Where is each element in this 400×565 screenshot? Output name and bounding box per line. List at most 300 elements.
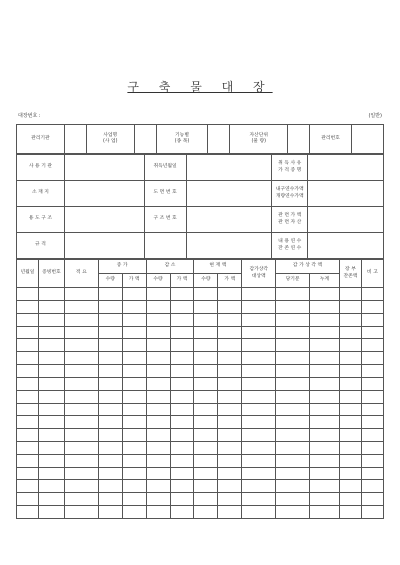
sub-price: 가 액 bbox=[122, 274, 146, 288]
ledger-cell[interactable] bbox=[170, 467, 194, 480]
ledger-cell[interactable] bbox=[17, 313, 39, 326]
ledger-cell[interactable] bbox=[242, 416, 276, 429]
ledger-cell[interactable] bbox=[170, 416, 194, 429]
ledger-cell[interactable] bbox=[361, 429, 383, 442]
facility-label: 기능별 (종 목) bbox=[156, 125, 208, 154]
ledger-cell[interactable] bbox=[242, 288, 276, 301]
ledger-cell[interactable] bbox=[122, 454, 146, 467]
ledger-cell[interactable] bbox=[122, 326, 146, 339]
ledger-cell[interactable] bbox=[218, 467, 242, 480]
ledger-cell[interactable] bbox=[122, 352, 146, 365]
ledger-cell[interactable] bbox=[361, 300, 383, 313]
info-left-value[interactable] bbox=[64, 233, 144, 259]
ledger-cell[interactable] bbox=[361, 506, 383, 519]
info-mid-value[interactable] bbox=[186, 155, 272, 181]
ledger-cell[interactable] bbox=[361, 365, 383, 378]
ledger-cell[interactable] bbox=[310, 300, 340, 313]
ledger-cell[interactable] bbox=[170, 326, 194, 339]
ledger-cell[interactable] bbox=[361, 493, 383, 506]
ledger-cell[interactable] bbox=[361, 288, 383, 301]
ledger-cell[interactable] bbox=[310, 442, 340, 455]
catalog-no-value[interactable] bbox=[352, 125, 384, 154]
ledger-cell[interactable] bbox=[64, 429, 98, 442]
ledger-cell[interactable] bbox=[170, 288, 194, 301]
ledger-cell[interactable] bbox=[122, 377, 146, 390]
ledger-cell[interactable] bbox=[38, 467, 64, 480]
ledger-cell[interactable] bbox=[98, 454, 122, 467]
ledger-cell[interactable] bbox=[194, 429, 218, 442]
ledger-cell[interactable] bbox=[98, 467, 122, 480]
ledger-cell[interactable] bbox=[38, 390, 64, 403]
ledger-cell[interactable] bbox=[17, 454, 39, 467]
info-left-label: 사 용 기 관 bbox=[17, 155, 65, 181]
col-depreciation: 감 가 상 각 액 bbox=[276, 260, 340, 274]
ledger-cell[interactable] bbox=[98, 506, 122, 519]
ledger-cell[interactable] bbox=[38, 416, 64, 429]
ledger-cell[interactable] bbox=[339, 454, 361, 467]
info-right-value[interactable] bbox=[308, 207, 384, 233]
ledger-row bbox=[17, 467, 384, 480]
ledger-cell[interactable] bbox=[194, 454, 218, 467]
ledger-cell[interactable] bbox=[194, 352, 218, 365]
ledger-cell[interactable] bbox=[276, 352, 310, 365]
ledger-cell[interactable] bbox=[310, 493, 340, 506]
ledger-cell[interactable] bbox=[242, 403, 276, 416]
ledger-cell[interactable] bbox=[122, 480, 146, 493]
ledger-cell[interactable] bbox=[17, 506, 39, 519]
ledger-cell[interactable] bbox=[98, 352, 122, 365]
ledger-cell[interactable] bbox=[170, 365, 194, 378]
ledger-cell[interactable] bbox=[64, 454, 98, 467]
ledger-cell[interactable] bbox=[194, 390, 218, 403]
ledger-cell[interactable] bbox=[361, 416, 383, 429]
info-mid-value[interactable] bbox=[186, 233, 272, 259]
ledger-cell[interactable] bbox=[276, 442, 310, 455]
ledger-cell[interactable] bbox=[194, 377, 218, 390]
ledger-row bbox=[17, 493, 384, 506]
ledger-cell[interactable] bbox=[310, 480, 340, 493]
ledger-cell[interactable] bbox=[64, 365, 98, 378]
ledger-cell[interactable] bbox=[146, 365, 170, 378]
ledger-cell[interactable] bbox=[170, 313, 194, 326]
ledger-cell[interactable] bbox=[361, 454, 383, 467]
ledger-cell[interactable] bbox=[242, 377, 276, 390]
ledger-cell[interactable] bbox=[146, 339, 170, 352]
ledger-cell[interactable] bbox=[276, 454, 310, 467]
ledger-cell[interactable] bbox=[122, 429, 146, 442]
ledger-cell[interactable] bbox=[146, 493, 170, 506]
ledger-cell[interactable] bbox=[339, 365, 361, 378]
ledger-cell[interactable] bbox=[17, 429, 39, 442]
info-left-value[interactable] bbox=[64, 181, 144, 207]
ledger-cell[interactable] bbox=[64, 416, 98, 429]
ledger-cell[interactable] bbox=[17, 377, 39, 390]
ledger-cell[interactable] bbox=[38, 326, 64, 339]
ledger-cell[interactable] bbox=[98, 416, 122, 429]
ledger-cell[interactable] bbox=[170, 493, 194, 506]
ledger-cell[interactable] bbox=[170, 454, 194, 467]
ledger-cell[interactable] bbox=[170, 300, 194, 313]
ledger-cell[interactable] bbox=[170, 506, 194, 519]
ledger-cell[interactable] bbox=[146, 377, 170, 390]
ledger-cell[interactable] bbox=[276, 326, 310, 339]
ledger-cell[interactable] bbox=[170, 442, 194, 455]
ledger-cell[interactable] bbox=[98, 390, 122, 403]
ledger-cell[interactable] bbox=[98, 288, 122, 301]
ledger-cell[interactable] bbox=[310, 403, 340, 416]
ledger-cell[interactable] bbox=[170, 377, 194, 390]
ledger-cell[interactable] bbox=[242, 442, 276, 455]
ledger-cell[interactable] bbox=[194, 288, 218, 301]
ledger-cell[interactable] bbox=[17, 339, 39, 352]
ledger-cell[interactable] bbox=[17, 288, 39, 301]
ledger-cell[interactable] bbox=[64, 480, 98, 493]
ledger-cell[interactable] bbox=[218, 390, 242, 403]
ledger-cell[interactable] bbox=[194, 403, 218, 416]
ledger-cell[interactable] bbox=[339, 390, 361, 403]
ledger-row bbox=[17, 480, 384, 493]
ledger-cell[interactable] bbox=[194, 467, 218, 480]
ledger-cell[interactable] bbox=[242, 365, 276, 378]
ledger-cell[interactable] bbox=[64, 377, 98, 390]
ledger-cell[interactable] bbox=[38, 300, 64, 313]
ledger-cell[interactable] bbox=[38, 506, 64, 519]
ledger-cell[interactable] bbox=[242, 339, 276, 352]
ledger-cell[interactable] bbox=[242, 300, 276, 313]
ledger-cell[interactable] bbox=[218, 403, 242, 416]
ledger-table bbox=[16, 259, 384, 519]
ledger-cell[interactable] bbox=[310, 313, 340, 326]
ledger-cell[interactable] bbox=[64, 326, 98, 339]
ledger-cell[interactable] bbox=[170, 339, 194, 352]
ledger-cell[interactable] bbox=[339, 416, 361, 429]
ledger-cell[interactable] bbox=[64, 390, 98, 403]
ledger-cell[interactable] bbox=[38, 352, 64, 365]
ledger-cell[interactable] bbox=[310, 326, 340, 339]
ledger-row bbox=[17, 506, 384, 519]
ledger-cell[interactable] bbox=[339, 403, 361, 416]
ledger-cell[interactable] bbox=[146, 313, 170, 326]
ledger-cell[interactable] bbox=[276, 506, 310, 519]
ledger-cell[interactable] bbox=[64, 506, 98, 519]
info-right-value[interactable] bbox=[308, 155, 384, 181]
info-right-label: 관 련 가 액 관 련 자 산 bbox=[272, 207, 308, 233]
ledger-cell[interactable] bbox=[146, 288, 170, 301]
ledger-cell[interactable] bbox=[64, 352, 98, 365]
ledger-cell[interactable] bbox=[64, 288, 98, 301]
ledger-cell[interactable] bbox=[339, 339, 361, 352]
col-decrease: 감 소 bbox=[146, 260, 194, 274]
info-mid-value[interactable] bbox=[186, 207, 272, 233]
ledger-cell[interactable] bbox=[17, 326, 39, 339]
ledger-cell[interactable] bbox=[276, 288, 310, 301]
ledger-cell[interactable] bbox=[98, 326, 122, 339]
ledger-cell[interactable] bbox=[98, 442, 122, 455]
ledger-cell[interactable] bbox=[339, 288, 361, 301]
ledger-cell[interactable] bbox=[122, 339, 146, 352]
ledger-cell[interactable] bbox=[276, 403, 310, 416]
ledger-cell[interactable] bbox=[170, 403, 194, 416]
ledger-cell[interactable] bbox=[339, 326, 361, 339]
ledger-cell[interactable] bbox=[339, 467, 361, 480]
ledger-cell[interactable] bbox=[242, 493, 276, 506]
ledger-row bbox=[17, 377, 384, 390]
ledger-cell[interactable] bbox=[218, 493, 242, 506]
ledger-cell[interactable] bbox=[194, 300, 218, 313]
ledger-cell[interactable] bbox=[310, 506, 340, 519]
ledger-row bbox=[17, 365, 384, 378]
ledger-cell[interactable] bbox=[38, 288, 64, 301]
ledger-cell[interactable] bbox=[276, 365, 310, 378]
ledger-cell[interactable] bbox=[17, 300, 39, 313]
ledger-cell[interactable] bbox=[17, 352, 39, 365]
ledger-cell[interactable] bbox=[122, 442, 146, 455]
catalog-no-label: 관리번호 bbox=[310, 125, 352, 154]
ledger-cell[interactable] bbox=[218, 326, 242, 339]
info-left-value[interactable] bbox=[64, 155, 144, 181]
ledger-cell[interactable] bbox=[98, 300, 122, 313]
ledger-cell[interactable] bbox=[361, 313, 383, 326]
ledger-cell[interactable] bbox=[276, 313, 310, 326]
ledger-cell[interactable] bbox=[339, 480, 361, 493]
ledger-cell[interactable] bbox=[310, 339, 340, 352]
ledger-cell[interactable] bbox=[276, 377, 310, 390]
location-label: 자산단위 (물 량) bbox=[230, 125, 288, 154]
ledger-cell[interactable] bbox=[122, 300, 146, 313]
ledger-cell[interactable] bbox=[146, 300, 170, 313]
ledger-cell[interactable] bbox=[242, 313, 276, 326]
info-mid-label: 구 조 번 호 bbox=[144, 207, 186, 233]
ledger-cell[interactable] bbox=[339, 300, 361, 313]
ledger-cell[interactable] bbox=[242, 467, 276, 480]
ledger-cell[interactable] bbox=[218, 300, 242, 313]
ledger-cell[interactable] bbox=[310, 365, 340, 378]
ledger-cell[interactable] bbox=[64, 313, 98, 326]
ledger-cell[interactable] bbox=[122, 467, 146, 480]
ledger-cell[interactable] bbox=[339, 429, 361, 442]
ledger-cell[interactable] bbox=[146, 480, 170, 493]
info-right-value[interactable] bbox=[308, 181, 384, 207]
ledger-cell[interactable] bbox=[218, 377, 242, 390]
ledger-cell[interactable] bbox=[170, 352, 194, 365]
sub-price: 가 액 bbox=[170, 274, 194, 288]
info-left-label: 규 격 bbox=[17, 233, 65, 259]
ledger-cell[interactable] bbox=[17, 442, 39, 455]
ledger-cell[interactable] bbox=[98, 429, 122, 442]
ledger-cell[interactable] bbox=[361, 377, 383, 390]
ledger-cell[interactable] bbox=[339, 493, 361, 506]
ledger-cell[interactable] bbox=[38, 313, 64, 326]
ledger-cell[interactable] bbox=[218, 288, 242, 301]
business-value[interactable] bbox=[134, 125, 156, 154]
ledger-cell[interactable] bbox=[310, 390, 340, 403]
ledger-cell[interactable] bbox=[218, 442, 242, 455]
ledger-cell[interactable] bbox=[122, 506, 146, 519]
agency-value[interactable] bbox=[64, 125, 86, 154]
ledger-cell[interactable] bbox=[218, 339, 242, 352]
ledger-cell[interactable] bbox=[276, 429, 310, 442]
ledger-cell[interactable] bbox=[64, 493, 98, 506]
ledger-cell[interactable] bbox=[146, 454, 170, 467]
info-right-label: 내 용 연 수 잔 존 연 수 bbox=[272, 233, 308, 259]
ledger-cell[interactable] bbox=[242, 454, 276, 467]
ledger-cell[interactable] bbox=[170, 480, 194, 493]
ledger-cell[interactable] bbox=[98, 365, 122, 378]
ledger-cell[interactable] bbox=[64, 467, 98, 480]
location-value[interactable] bbox=[288, 125, 310, 154]
ledger-cell[interactable] bbox=[310, 429, 340, 442]
ledger-cell[interactable] bbox=[98, 480, 122, 493]
ledger-cell[interactable] bbox=[194, 313, 218, 326]
ledger-cell[interactable] bbox=[64, 442, 98, 455]
sub-qty: 수량 bbox=[146, 274, 170, 288]
ledger-cell[interactable] bbox=[146, 429, 170, 442]
ledger-cell[interactable] bbox=[218, 454, 242, 467]
col-voucher: 증빙번호 bbox=[38, 260, 64, 288]
ledger-cell[interactable] bbox=[17, 390, 39, 403]
sub-price: 가 액 bbox=[218, 274, 242, 288]
col-depreciation-base: 감가상각 대상액 bbox=[242, 260, 276, 288]
ledger-cell[interactable] bbox=[361, 326, 383, 339]
ledger-cell[interactable] bbox=[218, 429, 242, 442]
ledger-cell[interactable] bbox=[218, 313, 242, 326]
ledger-cell[interactable] bbox=[242, 480, 276, 493]
ledger-cell[interactable] bbox=[38, 480, 64, 493]
ledger-body bbox=[17, 288, 384, 519]
ledger-cell[interactable] bbox=[218, 352, 242, 365]
agency-label: 관리기관 bbox=[17, 125, 65, 154]
ledger-cell[interactable] bbox=[17, 403, 39, 416]
ledger-cell[interactable] bbox=[361, 390, 383, 403]
ledger-cell[interactable] bbox=[194, 480, 218, 493]
ledger-cell[interactable] bbox=[242, 506, 276, 519]
ledger-cell[interactable] bbox=[361, 480, 383, 493]
ledger-cell[interactable] bbox=[242, 326, 276, 339]
ledger-cell[interactable] bbox=[361, 442, 383, 455]
ledger-cell[interactable] bbox=[194, 493, 218, 506]
ledger-cell[interactable] bbox=[194, 506, 218, 519]
ledger-cell[interactable] bbox=[17, 365, 39, 378]
ledger-cell[interactable] bbox=[38, 442, 64, 455]
ledger-cell[interactable] bbox=[64, 300, 98, 313]
ledger-cell[interactable] bbox=[339, 442, 361, 455]
ledger-cell[interactable] bbox=[339, 313, 361, 326]
ledger-cell[interactable] bbox=[218, 480, 242, 493]
form-type-label: (일반) bbox=[368, 113, 382, 119]
ledger-cell[interactable] bbox=[361, 352, 383, 365]
ledger-cell[interactable] bbox=[310, 288, 340, 301]
ledger-cell[interactable] bbox=[218, 506, 242, 519]
ledger-cell[interactable] bbox=[38, 429, 64, 442]
ledger-cell[interactable] bbox=[38, 365, 64, 378]
ledger-cell[interactable] bbox=[276, 390, 310, 403]
info-left-label: 소 재 지 bbox=[17, 181, 65, 207]
ledger-row bbox=[17, 339, 384, 352]
ledger-cell[interactable] bbox=[310, 416, 340, 429]
ledger-cell[interactable] bbox=[310, 352, 340, 365]
ledger-cell[interactable] bbox=[242, 429, 276, 442]
ledger-cell[interactable] bbox=[361, 403, 383, 416]
ledger-cell[interactable] bbox=[38, 403, 64, 416]
ledger-cell[interactable] bbox=[194, 326, 218, 339]
info-mid-value[interactable] bbox=[186, 181, 272, 207]
ledger-cell[interactable] bbox=[38, 493, 64, 506]
ledger-cell[interactable] bbox=[122, 403, 146, 416]
ledger-cell[interactable] bbox=[122, 390, 146, 403]
ledger-cell[interactable] bbox=[122, 365, 146, 378]
ledger-cell[interactable] bbox=[194, 442, 218, 455]
ledger-cell[interactable] bbox=[17, 467, 39, 480]
ledger-cell[interactable] bbox=[339, 352, 361, 365]
ledger-cell[interactable] bbox=[194, 416, 218, 429]
ledger-cell[interactable] bbox=[170, 429, 194, 442]
ledger-cell[interactable] bbox=[146, 403, 170, 416]
ledger-cell[interactable] bbox=[98, 403, 122, 416]
ledger-cell[interactable] bbox=[98, 339, 122, 352]
ledger-cell[interactable] bbox=[64, 339, 98, 352]
ledger-cell[interactable] bbox=[218, 365, 242, 378]
ledger-cell[interactable] bbox=[122, 493, 146, 506]
ledger-cell[interactable] bbox=[98, 493, 122, 506]
ledger-cell[interactable] bbox=[146, 390, 170, 403]
ledger-cell[interactable] bbox=[310, 454, 340, 467]
col-date: 년월일 bbox=[17, 260, 39, 288]
ledger-cell[interactable] bbox=[17, 493, 39, 506]
ledger-cell[interactable] bbox=[276, 416, 310, 429]
ledger-cell[interactable] bbox=[38, 339, 64, 352]
ledger-cell[interactable] bbox=[38, 454, 64, 467]
ledger-cell[interactable] bbox=[122, 313, 146, 326]
ledger-cell[interactable] bbox=[146, 506, 170, 519]
ledger-cell[interactable] bbox=[310, 377, 340, 390]
ledger-cell[interactable] bbox=[339, 506, 361, 519]
info-right-value[interactable] bbox=[308, 233, 384, 259]
ledger-cell[interactable] bbox=[242, 390, 276, 403]
ledger-cell[interactable] bbox=[146, 326, 170, 339]
ledger-cell[interactable] bbox=[361, 467, 383, 480]
ledger-cell[interactable] bbox=[122, 416, 146, 429]
ledger-cell[interactable] bbox=[361, 339, 383, 352]
ledger-cell[interactable] bbox=[194, 339, 218, 352]
facility-value[interactable] bbox=[208, 125, 230, 154]
ledger-cell[interactable] bbox=[146, 442, 170, 455]
ledger-cell[interactable] bbox=[276, 300, 310, 313]
ledger-cell[interactable] bbox=[98, 313, 122, 326]
ledger-cell[interactable] bbox=[17, 416, 39, 429]
ledger-cell[interactable] bbox=[38, 377, 64, 390]
ledger-cell[interactable] bbox=[310, 467, 340, 480]
ledger-cell[interactable] bbox=[98, 377, 122, 390]
ledger-cell[interactable] bbox=[339, 377, 361, 390]
ledger-cell[interactable] bbox=[170, 390, 194, 403]
ledger-cell[interactable] bbox=[276, 467, 310, 480]
ledger-cell[interactable] bbox=[194, 365, 218, 378]
ledger-cell[interactable] bbox=[17, 480, 39, 493]
ledger-cell[interactable] bbox=[64, 403, 98, 416]
ledger-cell[interactable] bbox=[122, 288, 146, 301]
ledger-cell[interactable] bbox=[146, 416, 170, 429]
ledger-cell[interactable] bbox=[276, 493, 310, 506]
ledger-cell[interactable] bbox=[276, 339, 310, 352]
ledger-cell[interactable] bbox=[242, 352, 276, 365]
col-increase: 증 가 bbox=[98, 260, 146, 274]
ledger-row bbox=[17, 390, 384, 403]
ledger-cell[interactable] bbox=[146, 467, 170, 480]
ledger-cell[interactable] bbox=[146, 352, 170, 365]
info-left-value[interactable] bbox=[64, 207, 144, 233]
ledger-cell[interactable] bbox=[276, 480, 310, 493]
ledger-cell[interactable] bbox=[218, 416, 242, 429]
